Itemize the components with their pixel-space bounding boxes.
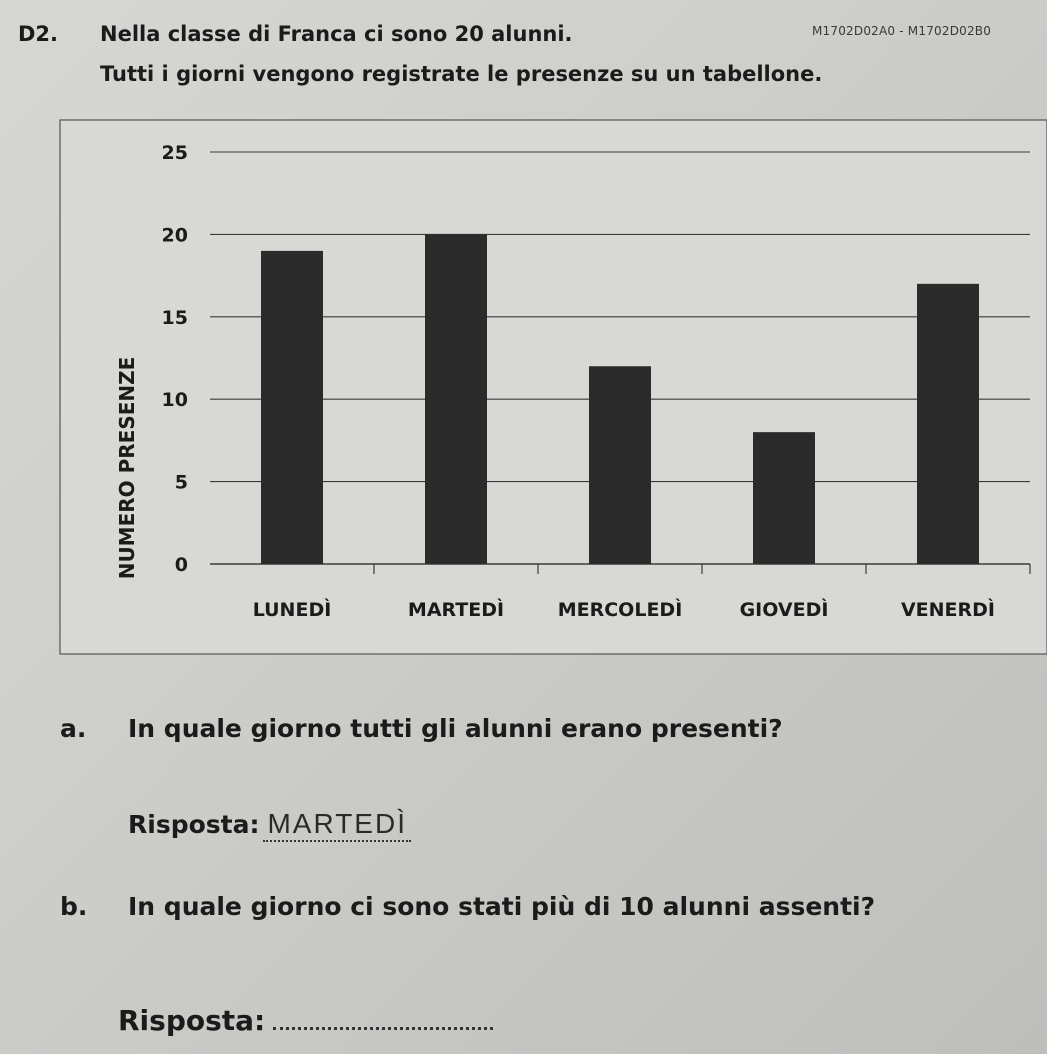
answer-b-label: Risposta: — [118, 1004, 266, 1037]
y-tick-label: 5 — [174, 471, 188, 494]
x-tick-label: LUNEDÌ — [252, 599, 332, 621]
answer-b — [118, 1004, 493, 1037]
answer-a-label: Risposta: — [128, 810, 260, 839]
answer-a-field[interactable]: MARTEDÌ — [263, 808, 411, 842]
bar-martedì — [425, 234, 487, 564]
intro-line-2: Tutti i giorni vengono registrate le presenze su un tabellone. — [100, 62, 823, 86]
x-tick-label: GIOVEDÌ — [739, 599, 829, 621]
question-number: D2. — [18, 22, 59, 46]
y-tick-label: 15 — [161, 306, 188, 329]
bar-chart — [0, 116, 1047, 656]
bar-giovedì — [753, 432, 815, 564]
bar-venerdì — [917, 284, 979, 564]
x-tick-label: MARTEDÌ — [407, 599, 505, 621]
y-tick-label: 25 — [161, 142, 188, 164]
bar-lunedì — [261, 251, 323, 564]
question-b-label: b. — [60, 892, 88, 921]
y-tick-label: 20 — [161, 224, 188, 247]
question-b — [60, 892, 875, 921]
chart-panel — [0, 116, 1047, 656]
question-b-text: In quale giorno ci sono stati più di 10 alunni assenti? — [128, 892, 876, 921]
x-tick-label: VENERDÌ — [900, 599, 996, 621]
bar-mercoledì — [589, 366, 651, 564]
question-code: M1702D02A0 - M1702D02B0 — [812, 24, 992, 38]
x-tick-label: MERCOLEDÌ — [557, 599, 683, 621]
intro-line-1: Nella classe di Franca ci sono 20 alunni. — [100, 22, 573, 46]
chart-background — [60, 120, 1047, 654]
question-a — [60, 714, 783, 743]
question-a-label: a. — [60, 714, 87, 743]
y-tick-label: 10 — [161, 389, 188, 412]
y-axis-label: NUMERO PRESENZE — [115, 356, 139, 580]
answer-a — [128, 808, 411, 840]
answer-b-field[interactable] — [273, 1007, 493, 1030]
y-tick-label: 0 — [174, 554, 188, 576]
question-a-text: In quale giorno tutti gli alunni erano presenti? — [128, 714, 783, 743]
